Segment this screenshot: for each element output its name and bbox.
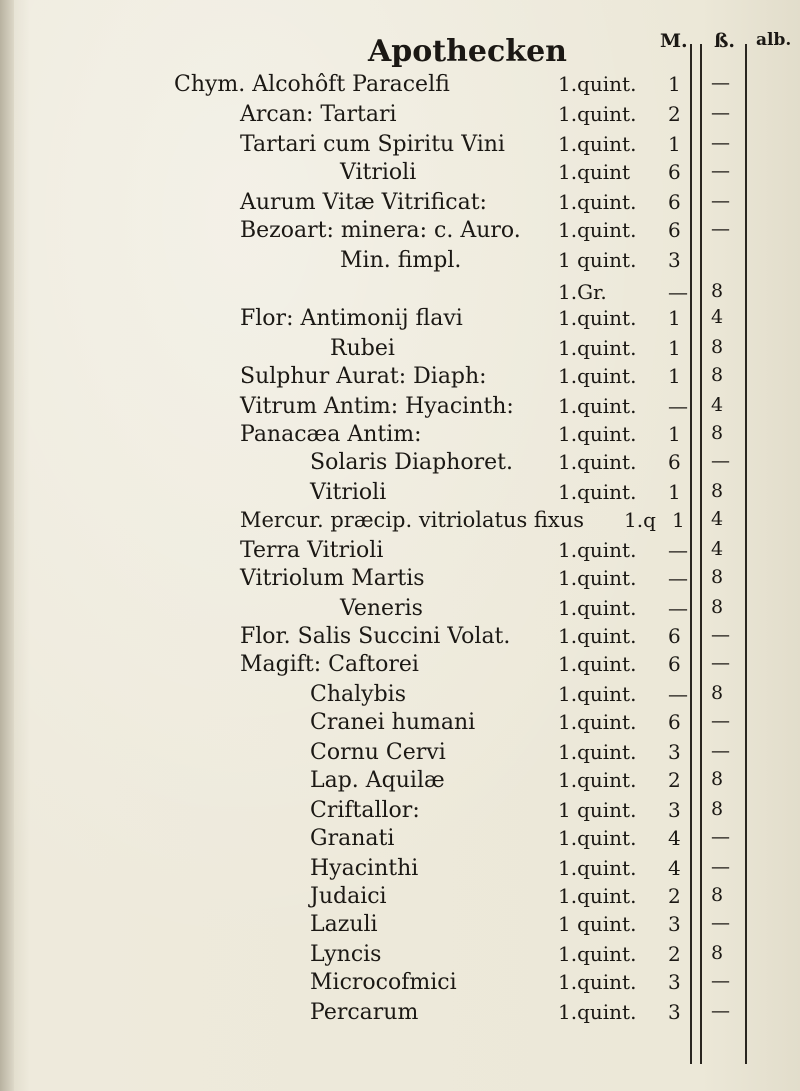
price-m: 1 bbox=[668, 364, 681, 388]
item-name: Lazuli bbox=[310, 912, 378, 937]
price-f: 8 bbox=[711, 942, 724, 964]
price-f: — bbox=[711, 856, 730, 878]
item-name: Veneris bbox=[340, 596, 423, 621]
table-row bbox=[0, 248, 800, 282]
item-name: Lap. Aquilæ bbox=[310, 768, 445, 793]
item-quantity: 1.quint. bbox=[558, 1000, 637, 1024]
item-quantity: 1.quint. bbox=[558, 394, 637, 418]
price-m: 3 bbox=[668, 740, 681, 764]
item-quantity: 1.quint. bbox=[558, 884, 637, 908]
price-m: 2 bbox=[668, 884, 681, 908]
price-f: 8 bbox=[711, 596, 724, 618]
price-f: — bbox=[711, 740, 730, 762]
item-quantity: 1.quint. bbox=[558, 624, 637, 648]
price-m: 2 bbox=[668, 768, 681, 792]
item-name: Chym. Alcohôft Paracelfi bbox=[174, 72, 450, 97]
price-f: — bbox=[711, 970, 730, 992]
item-name: Percarum bbox=[310, 1000, 419, 1025]
item-quantity: 1.quint. bbox=[558, 364, 637, 388]
item-quantity: 1.quint. bbox=[558, 768, 637, 792]
price-f: — bbox=[711, 624, 730, 646]
item-name: Min. fimpl. bbox=[340, 248, 462, 273]
price-m: 1 bbox=[668, 336, 681, 360]
item-name: Mercur. præcip. vitriolatus fixus bbox=[240, 508, 585, 532]
item-quantity: 1.quint. bbox=[558, 72, 637, 96]
price-f: 8 bbox=[711, 364, 724, 386]
price-f: — bbox=[711, 190, 730, 212]
price-f: — bbox=[711, 652, 730, 674]
item-quantity: 1.quint. bbox=[558, 306, 637, 330]
price-m: 1 bbox=[668, 306, 681, 330]
item-name: Panacæa Antim: bbox=[240, 422, 422, 447]
item-quantity: 1.quint. bbox=[558, 856, 637, 880]
price-m: 1 bbox=[668, 480, 681, 504]
item-quantity: 1.quint bbox=[558, 160, 631, 184]
item-name: Lyncis bbox=[310, 942, 382, 967]
price-m: 6 bbox=[668, 450, 681, 474]
price-f: 8 bbox=[711, 336, 724, 358]
price-f: — bbox=[711, 450, 730, 472]
price-m: — bbox=[668, 280, 688, 304]
price-m: 1 bbox=[672, 508, 685, 532]
price-m: 2 bbox=[668, 102, 681, 126]
item-quantity: 1.quint. bbox=[558, 596, 637, 620]
item-name: Cornu Cervi bbox=[310, 740, 446, 765]
item-quantity: 1.quint. bbox=[558, 480, 637, 504]
table-row bbox=[0, 450, 800, 484]
table-row bbox=[0, 710, 800, 744]
column-header-f: ß. bbox=[714, 30, 736, 52]
item-quantity: 1 quint. bbox=[558, 248, 637, 272]
table-row bbox=[0, 306, 800, 340]
price-f: 4 bbox=[711, 538, 724, 560]
item-quantity: 1.quint. bbox=[558, 566, 637, 590]
price-f: 8 bbox=[711, 422, 724, 444]
table-row bbox=[0, 508, 800, 542]
price-m: 2 bbox=[668, 942, 681, 966]
item-quantity: 1.quint. bbox=[558, 682, 637, 706]
table-row bbox=[0, 160, 800, 194]
table-row bbox=[0, 566, 800, 600]
item-name: Arcan: Tartari bbox=[240, 102, 397, 127]
item-quantity: 1.quint. bbox=[558, 450, 637, 474]
item-name: Bezoart: minera: c. Auro. bbox=[240, 218, 521, 243]
table-row bbox=[0, 1000, 800, 1034]
item-quantity: 1.q bbox=[624, 508, 656, 532]
item-name: Tartari cum Spiritu Vini bbox=[240, 132, 505, 157]
price-f: — bbox=[711, 218, 730, 240]
item-name: Vitrum Antim: Hyacinth: bbox=[240, 394, 514, 419]
item-quantity: 1.quint. bbox=[558, 942, 637, 966]
price-m: 6 bbox=[668, 190, 681, 214]
item-quantity: 1.quint. bbox=[558, 970, 637, 994]
price-f: — bbox=[711, 1000, 730, 1022]
item-name: Hyacinthi bbox=[310, 856, 419, 881]
item-name: Microcofmici bbox=[310, 970, 457, 995]
item-quantity: 1 quint. bbox=[558, 798, 637, 822]
price-m: — bbox=[668, 566, 688, 590]
price-f: 8 bbox=[711, 682, 724, 704]
price-f: 8 bbox=[711, 798, 724, 820]
price-f: — bbox=[711, 160, 730, 182]
item-name: Criftallor: bbox=[310, 798, 420, 823]
item-name: Vitrioli bbox=[340, 160, 417, 185]
price-f: 8 bbox=[711, 566, 724, 588]
column-header-alb: alb. bbox=[756, 30, 792, 50]
price-m: 3 bbox=[668, 970, 681, 994]
table-row bbox=[0, 102, 800, 136]
column-header-m: M. bbox=[660, 30, 688, 52]
item-name: Vitrioli bbox=[310, 480, 387, 505]
item-name: Flor: Antimonij flavi bbox=[240, 306, 463, 331]
price-m: 3 bbox=[668, 798, 681, 822]
price-m: 1 bbox=[668, 72, 681, 96]
item-quantity: 1.quint. bbox=[558, 710, 637, 734]
item-quantity: 1.Gr. bbox=[558, 280, 607, 304]
item-quantity: 1.quint. bbox=[558, 132, 637, 156]
price-m: 6 bbox=[668, 218, 681, 242]
price-f: — bbox=[711, 72, 730, 94]
price-f: 4 bbox=[711, 394, 724, 416]
price-m: 1 bbox=[668, 422, 681, 446]
table-row bbox=[0, 912, 800, 946]
table-row bbox=[0, 652, 800, 686]
item-name: Magift: Caftorei bbox=[240, 652, 419, 677]
price-f: — bbox=[711, 102, 730, 124]
item-name: Rubei bbox=[330, 336, 395, 361]
price-m: — bbox=[668, 538, 688, 562]
item-name: Judaici bbox=[310, 884, 387, 909]
price-m: 6 bbox=[668, 710, 681, 734]
item-quantity: 1.quint. bbox=[558, 538, 637, 562]
price-m: 1 bbox=[668, 132, 681, 156]
price-m: — bbox=[668, 394, 688, 418]
item-name: Sulphur Aurat: Diaph: bbox=[240, 364, 487, 389]
item-quantity: 1.quint. bbox=[558, 652, 637, 676]
item-quantity: 1.quint. bbox=[558, 336, 637, 360]
item-quantity: 1.quint. bbox=[558, 826, 637, 850]
price-m: 3 bbox=[668, 1000, 681, 1024]
item-name: Chalybis bbox=[310, 682, 406, 707]
table-row bbox=[0, 970, 800, 1004]
table-row bbox=[0, 72, 800, 106]
price-f: 8 bbox=[711, 768, 724, 790]
item-name: Solaris Diaphoret. bbox=[310, 450, 513, 475]
price-m: — bbox=[668, 682, 688, 706]
item-name: Granati bbox=[310, 826, 395, 851]
price-m: 4 bbox=[668, 856, 681, 880]
page-title: Apothecken bbox=[368, 34, 567, 69]
item-name: Vitriolum Martis bbox=[240, 566, 425, 591]
price-f: 4 bbox=[711, 508, 724, 530]
item-quantity: 1.quint. bbox=[558, 740, 637, 764]
price-f: — bbox=[711, 912, 730, 934]
price-f: — bbox=[711, 826, 730, 848]
price-m: 4 bbox=[668, 826, 681, 850]
table-row bbox=[0, 826, 800, 860]
price-m: 3 bbox=[668, 912, 681, 936]
price-f: — bbox=[711, 710, 730, 732]
item-quantity: 1.quint. bbox=[558, 190, 637, 214]
price-f: 8 bbox=[711, 884, 724, 906]
price-m: — bbox=[668, 596, 688, 620]
price-f: 4 bbox=[711, 306, 724, 328]
item-name: Terra Vitrioli bbox=[240, 538, 384, 563]
item-quantity: 1.quint. bbox=[558, 422, 637, 446]
price-m: 6 bbox=[668, 652, 681, 676]
item-quantity: 1.quint. bbox=[558, 218, 637, 242]
item-quantity: 1.quint. bbox=[558, 102, 637, 126]
table-row bbox=[0, 364, 800, 398]
price-m: 3 bbox=[668, 248, 681, 272]
item-name: Cranei humani bbox=[310, 710, 476, 735]
item-name: Aurum Vitæ Vitrificat: bbox=[240, 190, 487, 215]
item-quantity: 1 quint. bbox=[558, 912, 637, 936]
price-m: 6 bbox=[668, 624, 681, 648]
price-f: 8 bbox=[711, 480, 724, 502]
table-row bbox=[0, 768, 800, 802]
price-m: 6 bbox=[668, 160, 681, 184]
item-name: Flor. Salis Succini Volat. bbox=[240, 624, 511, 649]
table-row bbox=[0, 218, 800, 252]
price-f: 8 bbox=[711, 280, 724, 302]
price-f: — bbox=[711, 132, 730, 154]
